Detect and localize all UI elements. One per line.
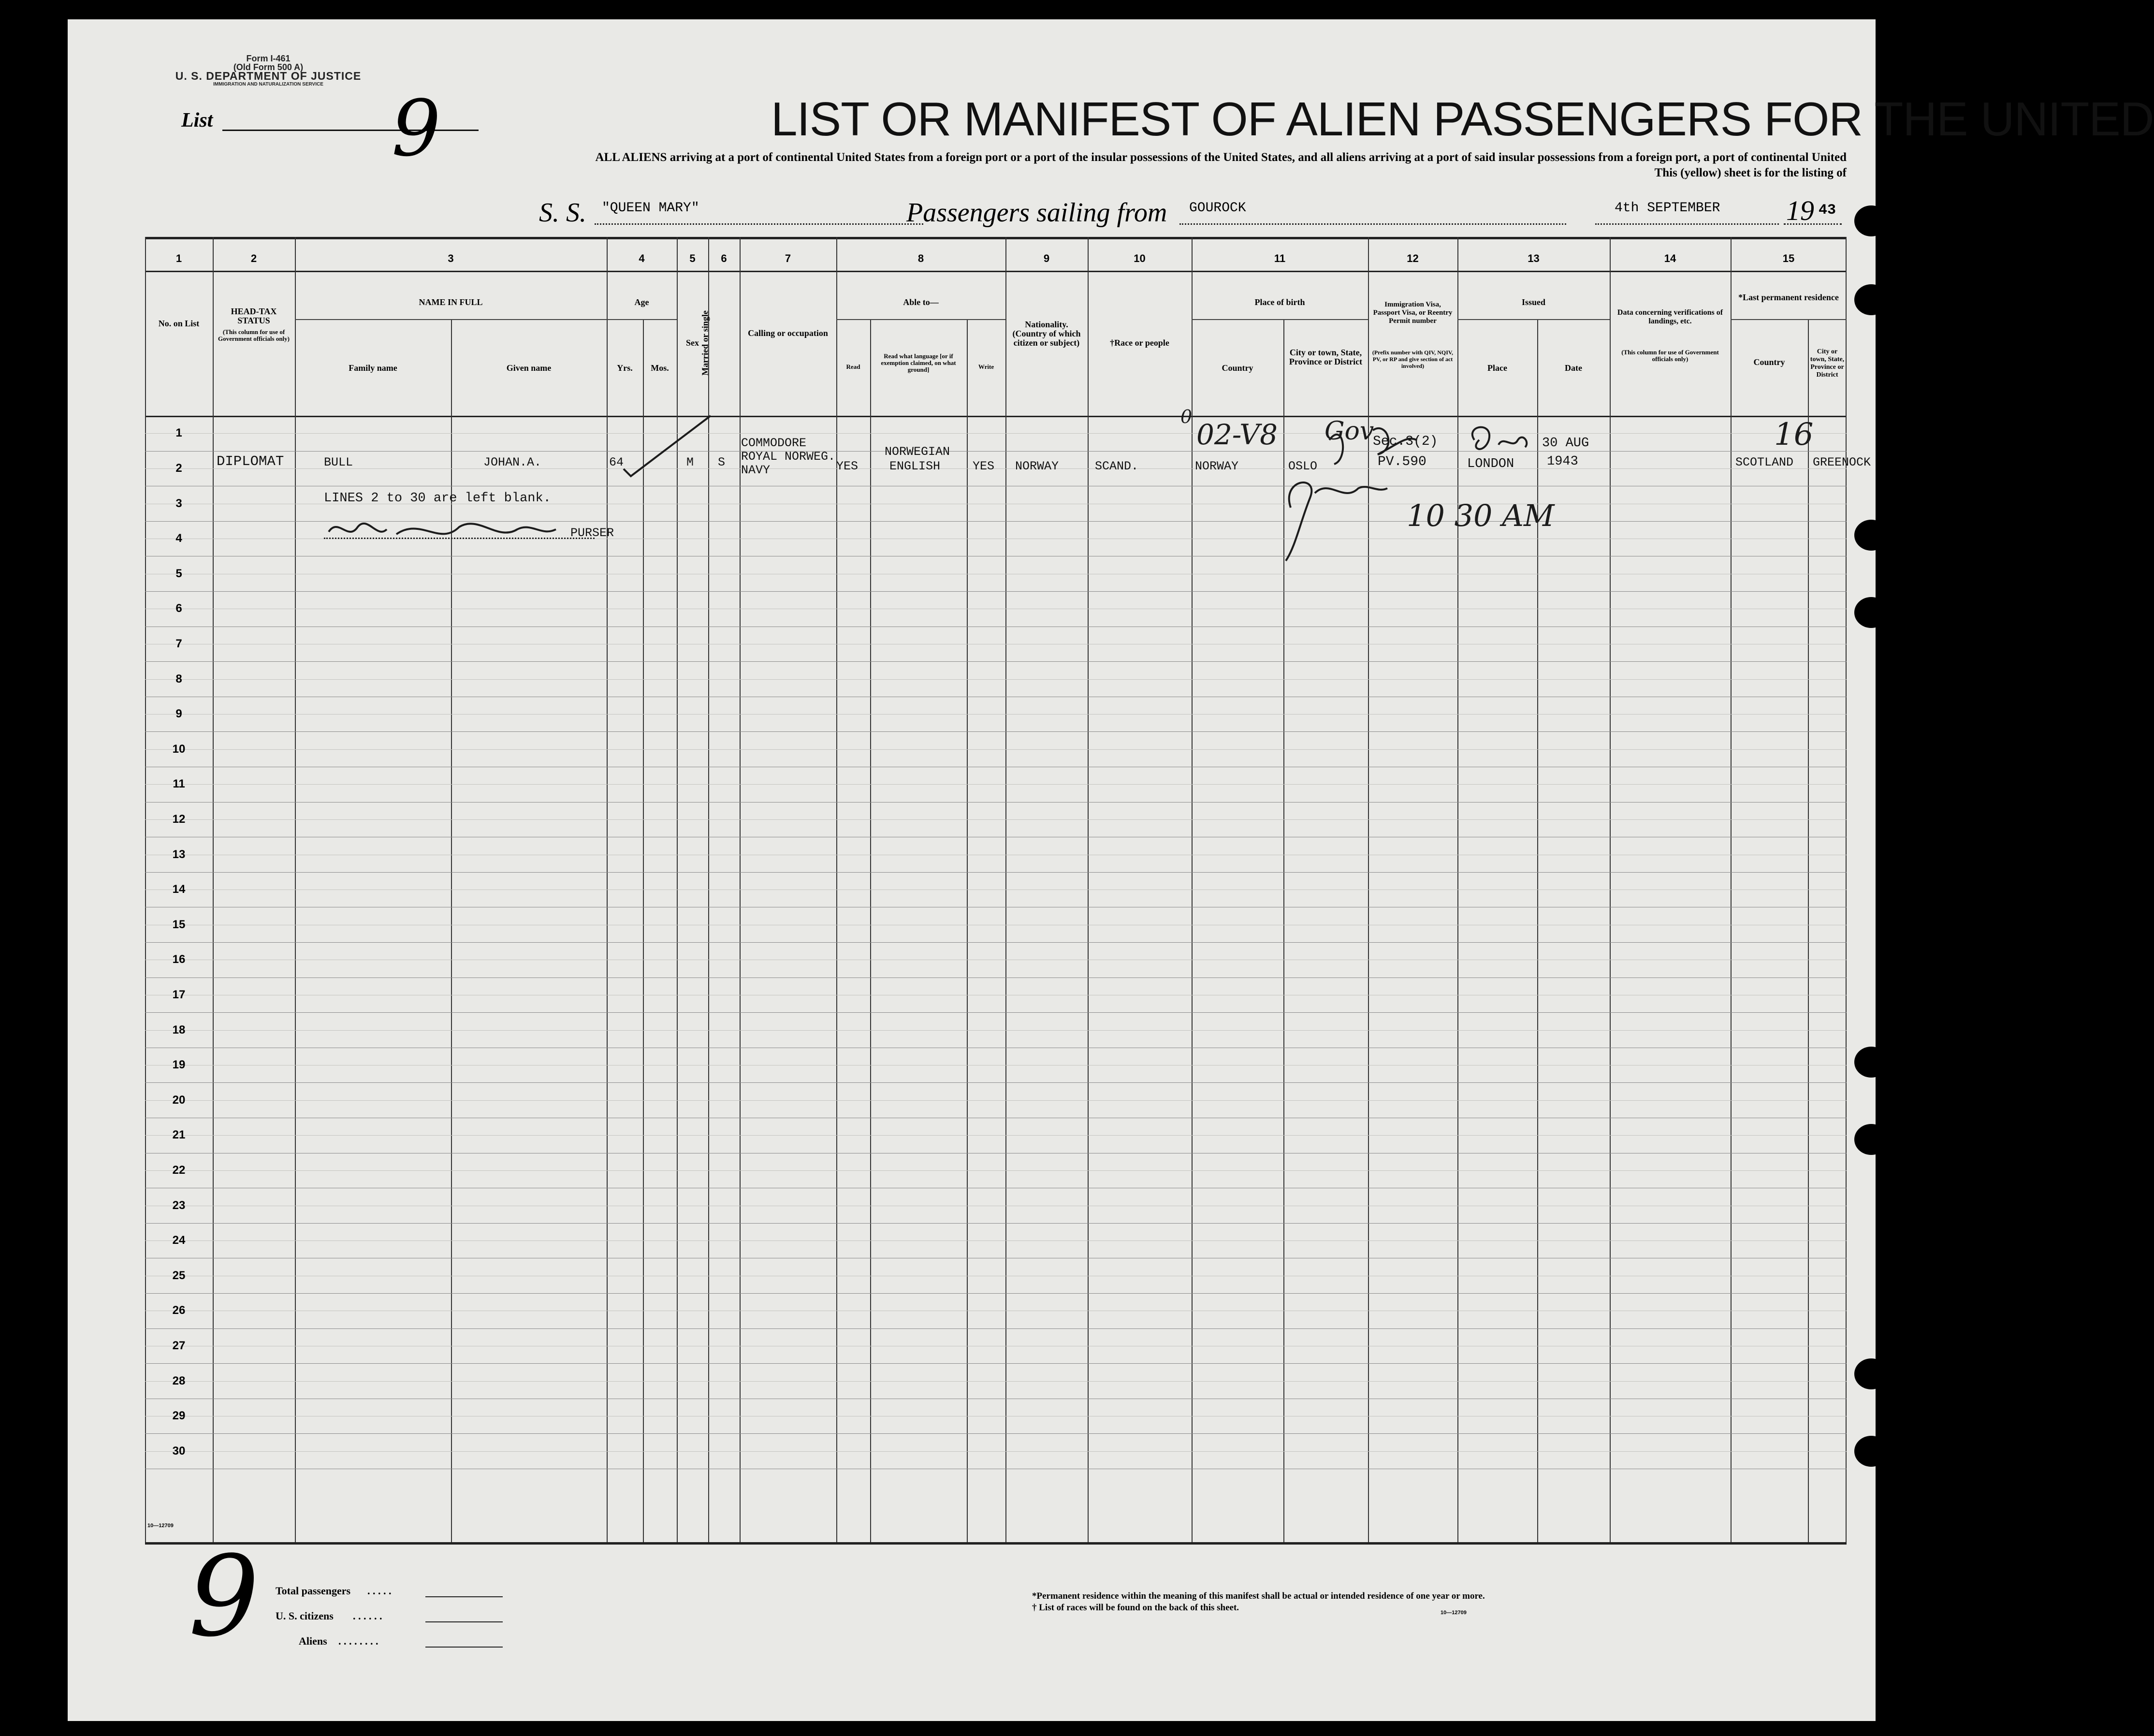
list-label: List	[181, 109, 213, 131]
entry-write: YES	[973, 459, 995, 473]
header-head-tax: HEAD-TAX STATUS	[231, 306, 277, 325]
entry-occupation-1: COMMODORE	[741, 436, 807, 450]
us-citizens-label: U. S. citizens	[276, 1610, 334, 1622]
entry-issued-place: LONDON	[1467, 457, 1514, 471]
manifest-page	[68, 19, 2154, 1721]
column-number-15: 15	[1782, 252, 1795, 264]
entry-given-name: JOHAN.A.	[483, 455, 542, 469]
handwritten-zero: 0	[1180, 406, 1193, 427]
entry-occupation-2: ROYAL NORWEG.	[741, 450, 836, 464]
row-number: 27	[172, 1339, 186, 1352]
header-issued: Issued	[1521, 297, 1546, 307]
header-family-name: Family name	[349, 363, 397, 373]
row-guide-line	[145, 1135, 1847, 1136]
header-data-concerning: Data concerning verifications of landings, etc.	[1617, 308, 1723, 325]
row-number: 1	[175, 426, 182, 440]
row-number: 23	[172, 1198, 186, 1212]
total-passengers-line	[425, 1596, 503, 1597]
punch-hole	[1854, 284, 1888, 315]
header-visa: Immigration Visa, Passport Visa, or Reentry Permit number	[1373, 301, 1453, 325]
form-identifier	[160, 54, 377, 89]
row-guide-line	[145, 784, 1847, 785]
sailing-from-label: Passengers sailing from	[906, 198, 1167, 228]
footnote-races: † List of races will be found on the back of this sheet.	[1032, 1603, 1239, 1613]
row-number: 12	[172, 812, 186, 826]
row-number: 22	[172, 1163, 186, 1177]
col-border-yrs-mos	[643, 319, 644, 1542]
col-border-residence-split	[1808, 319, 1809, 1542]
header-data-note: (This column for use of Government officials only)	[1621, 349, 1719, 363]
form-number: Form I-461	[246, 54, 291, 63]
handwritten-gov: Gov	[1324, 417, 1374, 446]
row-number: 11	[173, 777, 185, 791]
entry-head-tax: DIPLOMAT	[217, 453, 284, 469]
row-separator	[145, 451, 1847, 452]
column-number-4: 4	[639, 252, 645, 264]
header-residence-city: City or town, State, Province or District	[1810, 348, 1845, 379]
row-number: 20	[172, 1093, 186, 1107]
entry-visa-number: PV.590	[1378, 454, 1426, 469]
old-form-number: (Old Form 500 A)	[233, 62, 304, 72]
entry-race: SCAND.	[1095, 459, 1139, 473]
column-number-5: 5	[689, 252, 696, 264]
punch-hole	[1854, 1124, 1888, 1155]
header-read: Read	[846, 363, 860, 370]
header-head-tax-note: (This column for use of Government officials only)	[218, 328, 290, 342]
row-separator	[145, 1293, 1847, 1294]
entry-residence-country: SCOTLAND	[1735, 455, 1794, 469]
row-guide-line	[145, 1100, 1847, 1101]
column-number-1: 1	[175, 252, 182, 264]
row-number: 28	[172, 1374, 186, 1387]
row-guide-line	[145, 1030, 1847, 1031]
row-guide-line	[145, 1240, 1847, 1241]
entry-married: S	[718, 455, 726, 469]
row-guide-line	[145, 679, 1847, 680]
header-calling: Calling or occupation	[748, 328, 828, 338]
table-top-border	[145, 237, 1847, 239]
check-mark-stroke	[609, 411, 735, 488]
entry-visa-section: Sec.3(2)	[1373, 434, 1438, 449]
column-number-3: 3	[448, 252, 454, 264]
column-number-2: 2	[250, 252, 257, 264]
header-birth-country: Country	[1222, 363, 1253, 373]
row-separator	[145, 872, 1847, 873]
row-number: 6	[175, 602, 182, 615]
row-number: 14	[172, 883, 186, 896]
us-citizens-line	[425, 1621, 503, 1622]
header-read-what-language: Read what language [or if exemption claimed, on what ground]	[881, 352, 956, 373]
row-separator	[145, 1223, 1847, 1224]
purser-label: PURSER	[570, 526, 614, 540]
row-number: 21	[172, 1128, 186, 1142]
row-guide-line	[145, 1381, 1847, 1382]
name-subheader-line	[295, 319, 607, 320]
handwritten-sixteen: 16	[1774, 417, 1814, 452]
handwritten-list-number: 9	[189, 1532, 260, 1662]
row-number: 24	[172, 1234, 186, 1247]
col-border-read	[870, 319, 871, 1542]
footnote-residence: *Permanent residence within the meaning of this manifest shall be actual or intended residence of one year or more.	[1032, 1591, 1485, 1601]
header-visa-note: (Prefix number with QIV, NQIV, PV, or RP and give section of act involved)	[1372, 349, 1454, 369]
list-number-handwritten: 9	[392, 83, 441, 174]
punch-hole	[1854, 520, 1888, 551]
row-number: 19	[172, 1058, 186, 1072]
row-guide-line	[145, 714, 1847, 715]
header-issued-place: Place	[1487, 363, 1507, 373]
column-number-13: 13	[1528, 252, 1540, 264]
handwritten-time: 10 30 AM	[1407, 498, 1555, 533]
row-number: 4	[175, 532, 182, 545]
punch-hole	[1854, 1358, 1888, 1389]
header-no-on-list: No. on List	[158, 319, 200, 328]
row-number: 18	[172, 1023, 186, 1036]
blank-lines-note: LINES 2 to 30 are left blank.	[324, 491, 551, 506]
header-married-or-single: Married or single	[700, 310, 710, 376]
subtitle-line-1: ALL ALIENS arriving at a port of continental United States from a foreign port or a port of the insular possessions of the United States, and all aliens arriving at a port of said insular possessions from a foreign port, a port of continental United	[595, 151, 1847, 164]
form-code: 10—12709	[147, 1523, 174, 1529]
column-number-8: 8	[917, 252, 924, 264]
column-number-12: 12	[1407, 252, 1419, 264]
row-number: 26	[172, 1304, 186, 1317]
year-dotted-line	[1784, 223, 1842, 225]
row-number: 25	[172, 1269, 186, 1282]
entry-read: YES	[836, 459, 859, 473]
column-number-6: 6	[721, 252, 727, 264]
header-residence-country: Country	[1753, 357, 1785, 367]
header-birth-city: City or town, State, Province or District	[1289, 348, 1363, 366]
entry-issued-date-1: 30 AUG	[1542, 436, 1589, 451]
footnotes	[1032, 1590, 1485, 1614]
row-guide-line	[145, 749, 1847, 750]
residence-subheader-line	[1731, 319, 1847, 320]
col-border-language	[967, 319, 968, 1542]
column-number-11: 11	[1274, 252, 1286, 264]
aliens-label: Aliens	[299, 1635, 327, 1647]
aliens-line	[425, 1647, 503, 1648]
row-number: 8	[175, 672, 182, 686]
aliens-leader: . . . . . . . .	[338, 1635, 378, 1647]
row-separator	[145, 661, 1847, 662]
row-number: 15	[172, 918, 186, 931]
row-number: 17	[172, 988, 186, 1001]
year-suffix: 43	[1819, 202, 1836, 219]
header-age: Age	[634, 297, 649, 307]
header-given-name: Given name	[506, 363, 552, 373]
row-separator	[145, 591, 1847, 592]
row-number: 13	[172, 847, 186, 861]
manifest-table	[145, 237, 1871, 1542]
punch-hole	[1854, 1047, 1888, 1078]
header-place-of-birth: Place of birth	[1254, 297, 1305, 307]
punch-hole	[1854, 597, 1888, 628]
row-number: 29	[172, 1409, 186, 1423]
row-separator	[145, 731, 1847, 732]
year-prefix: 19	[1786, 195, 1814, 226]
table-bottom-border	[145, 1542, 1847, 1545]
date-dotted-line	[1595, 223, 1779, 225]
sailing-date: 4th SEPTEMBER	[1615, 201, 1720, 216]
age-subheader-line	[607, 319, 677, 320]
header-last-residence: *Last permanent residence	[1738, 292, 1839, 302]
entry-sex: M	[686, 455, 694, 469]
header-issued-date: Date	[1565, 363, 1582, 373]
entry-family-name: BULL	[324, 455, 353, 469]
row-separator	[145, 1363, 1847, 1364]
row-number: 5	[175, 567, 182, 580]
row-guide-line	[145, 819, 1847, 820]
column-number-7: 7	[785, 252, 791, 264]
header-months: Mos.	[651, 363, 669, 373]
entry-occupation-3: NAVY	[741, 463, 771, 477]
page-title: LIST OR MANIFEST OF ALIEN PASSENGERS FOR THE UNITED	[771, 92, 2154, 146]
entry-residence-city: GREENOCK	[1813, 455, 1871, 469]
department-name: U. S. DEPARTMENT OF JUSTICE	[175, 70, 362, 82]
header-race: †Race or people	[1110, 338, 1169, 348]
issued-subheader-line	[1457, 319, 1610, 320]
us-citizens-leader: . . . . . .	[353, 1610, 382, 1622]
ship-name: "QUEEN MARY"	[602, 201, 699, 216]
purser-signature	[324, 512, 595, 546]
row-guide-line	[145, 1451, 1847, 1452]
row-number: 16	[172, 953, 186, 966]
entry-language-1: NORWEGIAN	[885, 445, 950, 459]
row-separator	[145, 1328, 1847, 1329]
birth-subheader-line	[1192, 319, 1368, 320]
row-number: 7	[175, 637, 182, 650]
total-passengers-leader: . . . . .	[367, 1585, 392, 1597]
column-number-14: 14	[1664, 252, 1676, 264]
departure-port: GOUROCK	[1189, 201, 1246, 216]
header-able-to: Able to—	[903, 297, 939, 307]
entry-age-years: 64	[609, 455, 624, 469]
row-number: 3	[175, 496, 182, 510]
subtitle-line-2: This (yellow) sheet is for the listing of	[1654, 166, 1847, 179]
punch-hole	[1854, 1436, 1888, 1467]
entry-birth-city: OSLO	[1288, 459, 1318, 473]
service-name: IMMIGRATION AND NATURALIZATION SERVICE	[213, 82, 323, 87]
column-number-divider	[145, 271, 1847, 272]
header-name-in-full: NAME IN FULL	[419, 297, 483, 307]
entry-issued-date-2: 1943	[1547, 454, 1578, 469]
entry-nationality: NORWAY	[1015, 459, 1059, 473]
row-separator	[145, 977, 1847, 978]
ss-label: S. S.	[539, 198, 586, 228]
column-number-10: 10	[1134, 252, 1146, 264]
row-guide-line	[145, 468, 1847, 469]
port-dotted-line	[1179, 223, 1566, 225]
footer-form-code: 10—12709	[1441, 1610, 1467, 1616]
header-nationality: Nationality. (Country of which citizen or subject)	[1012, 320, 1081, 348]
header-years: Yrs.	[617, 363, 633, 373]
row-separator	[145, 1082, 1847, 1083]
column-number-9: 9	[1043, 252, 1050, 264]
issued-place-handwriting	[1465, 421, 1532, 459]
punch-hole	[1854, 205, 1888, 236]
row-separator	[145, 1433, 1847, 1434]
entry-birth-country: NORWAY	[1195, 459, 1239, 473]
able-subheader-line	[836, 319, 1005, 320]
row-number: 30	[172, 1444, 186, 1458]
header-write: Write	[978, 363, 994, 370]
entry-language-2: ENGLISH	[889, 459, 941, 473]
row-separator	[145, 1012, 1847, 1013]
row-number: 9	[175, 707, 182, 721]
ship-dotted-line	[595, 223, 923, 225]
row-guide-line	[145, 433, 1847, 434]
handwritten-code: 02-V8	[1196, 418, 1278, 451]
total-passengers-label: Total passengers	[276, 1585, 351, 1597]
row-separator	[145, 942, 1847, 943]
row-number: 10	[172, 742, 186, 756]
header-sex: Sex	[686, 338, 699, 348]
header-bottom-border	[145, 416, 1847, 417]
row-number: 2	[175, 461, 182, 475]
row-guide-line	[145, 1170, 1847, 1171]
